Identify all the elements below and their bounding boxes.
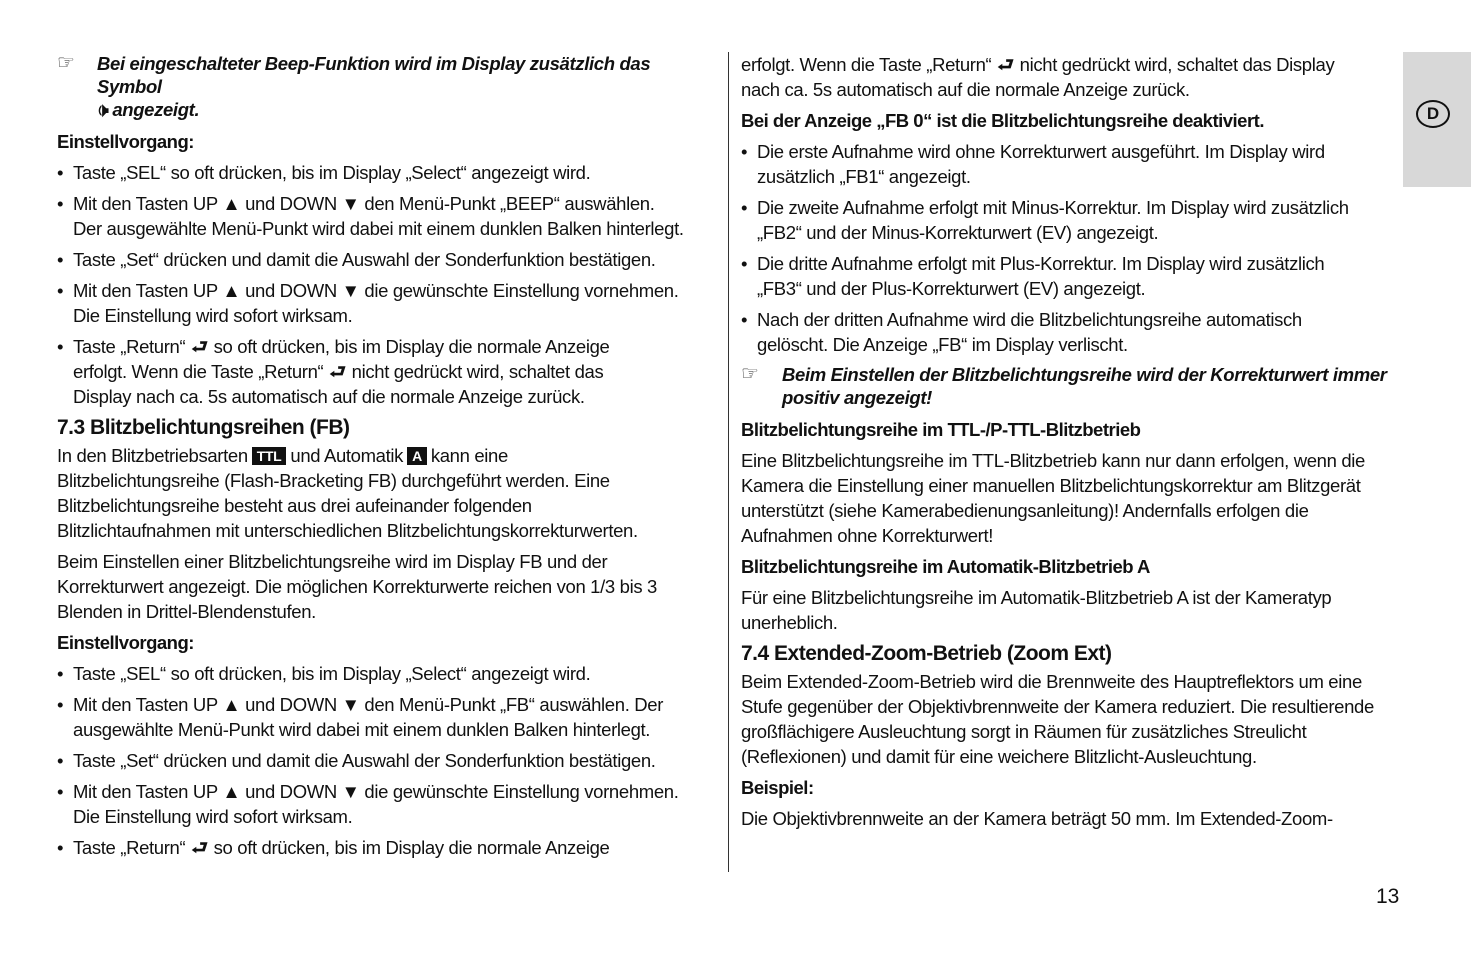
list-item [57, 160, 712, 185]
list-item [741, 307, 1401, 357]
subheading-example: Beispiel: [741, 777, 814, 798]
list-item [57, 835, 712, 860]
hand-pointing-icon: ☞ [741, 363, 759, 385]
paragraph-text: Stufe gegenüber der Objektivbrennweite der Kamera reduziert. Die resultierende [741, 696, 1374, 717]
list-item-text: Die erste Aufnahme wird ohne Korrekturwert ausgeführt. Im Display wird [757, 141, 1325, 162]
list-item-text: Die Einstellung wird sofort wirksam. [73, 806, 353, 827]
paragraph-text: Für eine Blitzbelichtungsreihe im Automatik-Blitzbetrieb A ist der Kameratyp [741, 587, 1332, 608]
subheading-einstellvorgang: Einstellvorgang: [57, 131, 194, 152]
list-item [57, 278, 712, 328]
list-item-text: Mit den Tasten UP ▲ und DOWN ▼ die gewünschte Einstellung vornehmen. [73, 280, 679, 301]
paragraph-automatic [741, 585, 1401, 635]
fb-sequence-list [741, 139, 1401, 357]
list-item-text: Die zweite Aufnahme erfolgt mit Minus-Korrektur. Im Display wird zusätzlich [757, 197, 1349, 218]
paragraph-text: In den Blitzbetriebsarten [57, 445, 248, 466]
note-text-end: angezeigt. [112, 99, 200, 120]
positive-value-note [741, 363, 1401, 409]
paragraph-text: und Automatik [290, 445, 404, 466]
list-item-text: Taste „Set“ drücken und damit die Auswahl der Sonderfunktion bestätigen. [73, 750, 656, 771]
beep-note [57, 52, 712, 121]
paragraph-intro [57, 443, 712, 543]
paragraph-text: nach ca. 5s automatisch auf die normale Anzeige zurück. [741, 79, 1190, 100]
list-item [741, 195, 1401, 245]
subheading-ttl: Blitzbelichtungsreihe im TTL-/P-TTL-Blitzbetrieb [741, 419, 1141, 440]
paragraph-text: Blitzbelichtungsreihe besteht aus drei aufeinander folgenden [57, 495, 532, 516]
subheading-einstellvorgang-2: Einstellvorgang: [57, 632, 194, 653]
list-item-text: Mit den Tasten UP ▲ und DOWN ▼ den Menü-Punkt „FB“ auswählen. Der [73, 694, 664, 715]
list-item-text: Taste „Return“ [73, 336, 186, 357]
paragraph-text: Die Objektivbrennweite an der Kamera beträgt 50 mm. Im Extended-Zoom- [741, 808, 1333, 829]
section-heading-7-4: 7.4 Extended-Zoom-Betrieb (Zoom Ext) [741, 642, 1112, 665]
paragraph-text: nicht gedrückt wird, schaltet das Display [1019, 54, 1335, 75]
list-item [57, 748, 712, 773]
paragraph-text: Beim Extended-Zoom-Betrieb wird die Brennweite des Hauptreflektors um eine [741, 671, 1362, 692]
left-column [57, 52, 712, 866]
list-item-text: so oft drücken, bis im Display die normale Anzeige [213, 336, 610, 357]
list-item-text: Nach der dritten Aufnahme wird die Blitzbelichtungsreihe automatisch [757, 309, 1302, 330]
list-item-text: Der ausgewählte Menü-Punkt wird dabei mit einem dunklen Balken hinterlegt. [73, 218, 684, 239]
paragraph-text: großflächigere Ausleuchtung sorgt in Räumen für zusätzliches Streulicht [741, 721, 1307, 742]
list-item-text: Taste „SEL“ so oft drücken, bis im Display „Select“ angezeigt wird. [73, 663, 591, 684]
ttl-badge: TTL [252, 447, 287, 465]
list-item-text: Taste „SEL“ so oft drücken, bis im Display „Select“ angezeigt wird. [73, 162, 591, 183]
continued-paragraph [741, 52, 1401, 102]
paragraph-text: erfolgt. Wenn die Taste „Return“ [741, 54, 992, 75]
column-divider [728, 52, 729, 872]
paragraph-text: Blitzbelichtungsreihe (Flash-Bracketing FB) durchgeführt werden. Eine [57, 470, 610, 491]
paragraph-correction-values [57, 549, 712, 624]
list-item [57, 334, 712, 409]
paragraph-text: unerheblich. [741, 612, 838, 633]
paragraph-text: Beim Einstellen einer Blitzbelichtungsreihe wird im Display FB und der [57, 551, 608, 572]
note-text: Bei eingeschalteter Beep-Funktion wird im Display zusätzlich das Symbol [97, 53, 651, 97]
list-item-text: erfolgt. Wenn die Taste „Return“ [73, 361, 324, 382]
list-item-text: Taste „Return“ [73, 837, 186, 858]
automatic-a-badge: A [407, 447, 427, 465]
return-arrow-icon: ⮐ [329, 361, 346, 382]
paragraph-text: Aufnahmen ohne Korrekturwert! [741, 525, 994, 546]
list-item-text: zusätzlich „FB1“ angezeigt. [757, 166, 971, 187]
list-item-text: Mit den Tasten UP ▲ und DOWN ▼ den Menü-Punkt „BEEP“ auswählen. [73, 193, 655, 214]
paragraph-example [741, 806, 1401, 831]
language-badge: D [1416, 100, 1450, 128]
paragraph-ttl [741, 448, 1401, 548]
paragraph-text: kann eine [430, 445, 508, 466]
list-item [57, 661, 712, 686]
right-column [741, 52, 1401, 837]
list-item-text: „FB3“ und der Plus-Korrekturwert (EV) angezeigt. [757, 278, 1146, 299]
return-arrow-icon: ⮐ [997, 54, 1014, 75]
list-item-text: Display nach ca. 5s automatisch auf die normale Anzeige zurück. [73, 386, 585, 407]
return-arrow-icon: ⮐ [191, 336, 208, 357]
list-item [57, 692, 712, 742]
fb-steps-list [57, 661, 712, 860]
paragraph-text: Korrekturwert angezeigt. Die möglichen Korrekturwerte reichen von 1/3 bis 3 [57, 576, 657, 597]
list-item-text: nicht gedrückt wird, schaltet das [351, 361, 604, 382]
speaker-icon: 🕩 [97, 99, 109, 120]
paragraph-text: Kamera die Einstellung einer manuellen Blitzbelichtungskorrektur am Blitzgerät [741, 475, 1361, 496]
return-arrow-icon: ⮐ [191, 837, 208, 858]
section-heading-7-3: 7.3 Blitzbelichtungsreihen (FB) [57, 416, 350, 439]
list-item-text: ausgewählte Menü-Punkt wird dabei mit einem dunklen Balken hinterlegt. [73, 719, 651, 740]
paragraph-extended-zoom [741, 669, 1401, 769]
paragraph-text: Eine Blitzbelichtungsreihe im TTL-Blitzbetrieb kann nur dann erfolgen, wenn die [741, 450, 1365, 471]
note-text: positiv angezeigt! [782, 387, 932, 408]
list-item-text: „FB2“ und der Minus-Korrekturwert (EV) angezeigt. [757, 222, 1159, 243]
paragraph-text: unterstützt (siehe Kamerabedienungsanleitung)! Andernfalls erfolgen die [741, 500, 1309, 521]
subheading-fb0: Bei der Anzeige „FB 0“ ist die Blitzbelichtungsreihe deaktiviert. [741, 110, 1264, 131]
list-item [57, 779, 712, 829]
list-item-text: Die dritte Aufnahme erfolgt mit Plus-Korrektur. Im Display wird zusätzlich [757, 253, 1325, 274]
list-item-text: Die Einstellung wird sofort wirksam. [73, 305, 353, 326]
subheading-automatic: Blitzbelichtungsreihe im Automatik-Blitzbetrieb A [741, 556, 1150, 577]
paragraph-text: (Reflexionen) und damit für eine weichere Blitzlicht-Ausleuchtung. [741, 746, 1257, 767]
list-item-text: Mit den Tasten UP ▲ und DOWN ▼ die gewünschte Einstellung vornehmen. [73, 781, 679, 802]
list-item [57, 191, 712, 241]
page-number: 13 [1376, 885, 1400, 908]
list-item [57, 247, 712, 272]
paragraph-text: Blenden in Drittel-Blendenstufen. [57, 601, 316, 622]
list-item [741, 251, 1401, 301]
list-item-text: gelöscht. Die Anzeige „FB“ im Display verlischt. [757, 334, 1128, 355]
hand-pointing-icon: ☞ [57, 52, 75, 74]
paragraph-text: Blitzlichtaufnahmen mit unterschiedlichen Blitzbelichtungskorrekturwerten. [57, 520, 638, 541]
beep-steps-list [57, 160, 712, 409]
list-item-text: so oft drücken, bis im Display die normale Anzeige [213, 837, 610, 858]
list-item [741, 139, 1401, 189]
list-item-text: Taste „Set“ drücken und damit die Auswahl der Sonderfunktion bestätigen. [73, 249, 656, 270]
note-text: Beim Einstellen der Blitzbelichtungsreihe wird der Korrekturwert immer [782, 364, 1387, 385]
